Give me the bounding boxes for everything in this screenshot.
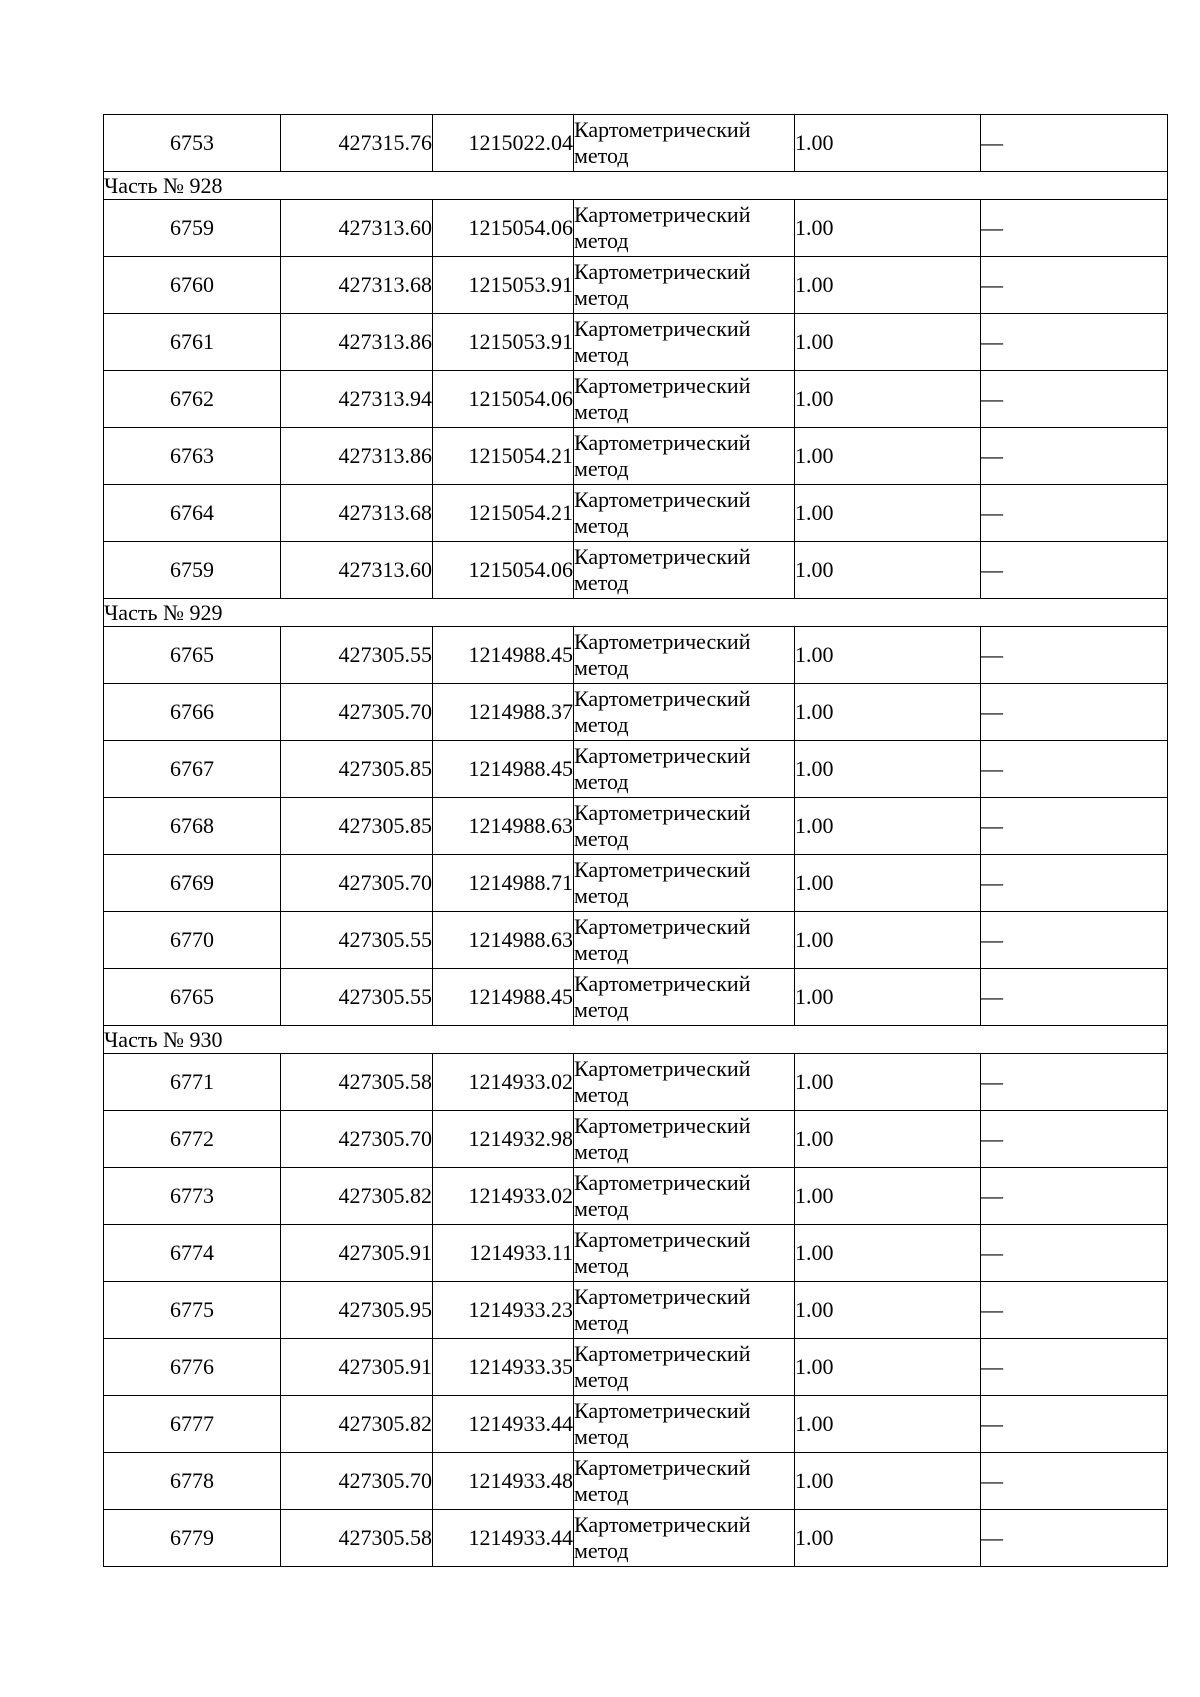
method-line-2: метод — [574, 513, 629, 538]
table-row — [104, 1168, 1168, 1225]
method-line-2: метод — [574, 570, 629, 595]
description-cell: — — [981, 741, 1168, 798]
accuracy-cell: 1.00 — [795, 1282, 981, 1339]
accuracy-cell: 1.00 — [795, 912, 981, 969]
point-number-cell: 6771 — [104, 1054, 281, 1111]
table-row — [104, 741, 1168, 798]
x-coordinate-cell: 427315.76 — [281, 115, 433, 172]
method-line-1: Картометрический — [574, 1398, 751, 1423]
accuracy-cell: 1.00 — [795, 257, 981, 314]
x-coordinate-cell: 427313.68 — [281, 485, 433, 542]
method-line-2: метод — [574, 1424, 629, 1449]
accuracy-cell: 1.00 — [795, 200, 981, 257]
y-coordinate-cell: 1214933.02 — [433, 1054, 574, 1111]
point-number-cell: 6761 — [104, 314, 281, 371]
method-cell — [574, 200, 795, 257]
y-coordinate-cell: 1214988.45 — [433, 627, 574, 684]
point-number-cell: 6764 — [104, 485, 281, 542]
x-coordinate-cell: 427313.60 — [281, 542, 433, 599]
y-coordinate-cell: 1214988.45 — [433, 741, 574, 798]
table-row — [104, 798, 1168, 855]
table-row — [104, 1510, 1168, 1567]
section-label: Часть № 928 — [104, 172, 1168, 200]
accuracy-cell: 1.00 — [795, 1510, 981, 1567]
method-line-1: Картометрический — [574, 1341, 751, 1366]
method-cell — [574, 912, 795, 969]
x-coordinate-cell: 427305.70 — [281, 855, 433, 912]
method-line-2: метод — [574, 883, 629, 908]
method-line-2: метод — [574, 1196, 629, 1221]
method-cell — [574, 257, 795, 314]
section-header-row — [104, 172, 1168, 200]
y-coordinate-cell: 1214988.37 — [433, 684, 574, 741]
method-cell — [574, 1396, 795, 1453]
table-row — [104, 485, 1168, 542]
x-coordinate-cell: 427305.91 — [281, 1225, 433, 1282]
method-line-1: Картометрический — [574, 1284, 751, 1309]
y-coordinate-cell: 1214988.71 — [433, 855, 574, 912]
x-coordinate-cell: 427305.70 — [281, 1111, 433, 1168]
method-line-2: метод — [574, 997, 629, 1022]
y-coordinate-cell: 1214933.23 — [433, 1282, 574, 1339]
method-cell — [574, 1282, 795, 1339]
table-row — [104, 1225, 1168, 1282]
section-header-row — [104, 1026, 1168, 1054]
accuracy-cell: 1.00 — [795, 684, 981, 741]
description-cell: — — [981, 1054, 1168, 1111]
method-cell — [574, 542, 795, 599]
x-coordinate-cell: 427305.58 — [281, 1510, 433, 1567]
x-coordinate-cell: 427305.85 — [281, 741, 433, 798]
coordinates-table — [103, 114, 1168, 1567]
table-row — [104, 1339, 1168, 1396]
method-line-2: метод — [574, 285, 629, 310]
point-number-cell: 6759 — [104, 200, 281, 257]
x-coordinate-cell: 427313.68 — [281, 257, 433, 314]
accuracy-cell: 1.00 — [795, 627, 981, 684]
table-row — [104, 969, 1168, 1026]
method-cell — [574, 1054, 795, 1111]
table-row — [104, 428, 1168, 485]
method-line-2: метод — [574, 456, 629, 481]
method-cell — [574, 1510, 795, 1567]
accuracy-cell: 1.00 — [795, 314, 981, 371]
point-number-cell: 6770 — [104, 912, 281, 969]
method-line-2: метод — [574, 1082, 629, 1107]
point-number-cell: 6753 — [104, 115, 281, 172]
point-number-cell: 6766 — [104, 684, 281, 741]
description-cell: — — [981, 1282, 1168, 1339]
method-line-1: Картометрический — [574, 544, 751, 569]
point-number-cell: 6778 — [104, 1453, 281, 1510]
method-line-1: Картометрический — [574, 202, 751, 227]
description-cell: — — [981, 115, 1168, 172]
x-coordinate-cell: 427305.95 — [281, 1282, 433, 1339]
x-coordinate-cell: 427305.70 — [281, 684, 433, 741]
point-number-cell: 6763 — [104, 428, 281, 485]
accuracy-cell: 1.00 — [795, 741, 981, 798]
description-cell: — — [981, 314, 1168, 371]
accuracy-cell: 1.00 — [795, 115, 981, 172]
method-cell — [574, 115, 795, 172]
point-number-cell: 6760 — [104, 257, 281, 314]
y-coordinate-cell: 1215054.06 — [433, 371, 574, 428]
point-number-cell: 6765 — [104, 969, 281, 1026]
x-coordinate-cell: 427305.82 — [281, 1168, 433, 1225]
point-number-cell: 6772 — [104, 1111, 281, 1168]
accuracy-cell: 1.00 — [795, 1339, 981, 1396]
description-cell: — — [981, 1396, 1168, 1453]
method-line-2: метод — [574, 399, 629, 424]
y-coordinate-cell: 1215054.06 — [433, 542, 574, 599]
x-coordinate-cell: 427305.55 — [281, 627, 433, 684]
description-cell: — — [981, 542, 1168, 599]
method-line-1: Картометрический — [574, 259, 751, 284]
method-line-2: метод — [574, 769, 629, 794]
method-line-1: Картометрический — [574, 1170, 751, 1195]
point-number-cell: 6765 — [104, 627, 281, 684]
method-cell — [574, 485, 795, 542]
accuracy-cell: 1.00 — [795, 1168, 981, 1225]
x-coordinate-cell: 427305.70 — [281, 1453, 433, 1510]
section-label: Часть № 930 — [104, 1026, 1168, 1054]
method-line-2: метод — [574, 1481, 629, 1506]
description-cell: — — [981, 1168, 1168, 1225]
method-line-2: метод — [574, 1310, 629, 1335]
method-line-2: метод — [574, 1367, 629, 1392]
y-coordinate-cell: 1214932.98 — [433, 1111, 574, 1168]
x-coordinate-cell: 427305.58 — [281, 1054, 433, 1111]
accuracy-cell: 1.00 — [795, 428, 981, 485]
table-row — [104, 1282, 1168, 1339]
description-cell: — — [981, 969, 1168, 1026]
method-line-1: Картометрический — [574, 971, 751, 996]
method-line-1: Картометрический — [574, 1455, 751, 1480]
description-cell: — — [981, 798, 1168, 855]
description-cell: — — [981, 1339, 1168, 1396]
table-row — [104, 115, 1168, 172]
y-coordinate-cell: 1215054.21 — [433, 428, 574, 485]
x-coordinate-cell: 427305.85 — [281, 798, 433, 855]
description-cell: — — [981, 684, 1168, 741]
y-coordinate-cell: 1214933.48 — [433, 1453, 574, 1510]
accuracy-cell: 1.00 — [795, 485, 981, 542]
table-row — [104, 1453, 1168, 1510]
method-line-1: Картометрический — [574, 430, 751, 455]
y-coordinate-cell: 1214933.11 — [433, 1225, 574, 1282]
method-line-1: Картометрический — [574, 487, 751, 512]
method-cell — [574, 1453, 795, 1510]
method-cell — [574, 371, 795, 428]
x-coordinate-cell: 427305.55 — [281, 969, 433, 1026]
method-cell — [574, 1339, 795, 1396]
method-line-2: метод — [574, 1538, 629, 1563]
description-cell: — — [981, 1453, 1168, 1510]
method-line-1: Картометрический — [574, 686, 751, 711]
method-cell — [574, 855, 795, 912]
table-row — [104, 1111, 1168, 1168]
accuracy-cell: 1.00 — [795, 1111, 981, 1168]
method-line-1: Картометрический — [574, 914, 751, 939]
x-coordinate-cell: 427313.86 — [281, 428, 433, 485]
table-row — [104, 684, 1168, 741]
y-coordinate-cell: 1215053.91 — [433, 257, 574, 314]
x-coordinate-cell: 427313.86 — [281, 314, 433, 371]
point-number-cell: 6769 — [104, 855, 281, 912]
y-coordinate-cell: 1215022.04 — [433, 115, 574, 172]
section-header-row — [104, 599, 1168, 627]
description-cell: — — [981, 1111, 1168, 1168]
description-cell: — — [981, 1510, 1168, 1567]
table-row — [104, 542, 1168, 599]
table-row — [104, 371, 1168, 428]
method-cell — [574, 314, 795, 371]
method-line-2: метод — [574, 940, 629, 965]
accuracy-cell: 1.00 — [795, 1225, 981, 1282]
y-coordinate-cell: 1214933.44 — [433, 1396, 574, 1453]
y-coordinate-cell: 1215054.06 — [433, 200, 574, 257]
method-line-1: Картометрический — [574, 743, 751, 768]
description-cell: — — [981, 200, 1168, 257]
table-row — [104, 257, 1168, 314]
method-line-1: Картометрический — [574, 1227, 751, 1252]
point-number-cell: 6768 — [104, 798, 281, 855]
accuracy-cell: 1.00 — [795, 798, 981, 855]
table-row — [104, 1396, 1168, 1453]
table-row — [104, 627, 1168, 684]
accuracy-cell: 1.00 — [795, 855, 981, 912]
y-coordinate-cell: 1214988.45 — [433, 969, 574, 1026]
method-cell — [574, 798, 795, 855]
method-line-2: метод — [574, 826, 629, 851]
method-cell — [574, 1225, 795, 1282]
x-coordinate-cell: 427305.91 — [281, 1339, 433, 1396]
table-row — [104, 200, 1168, 257]
point-number-cell: 6767 — [104, 741, 281, 798]
method-line-1: Картометрический — [574, 1056, 751, 1081]
method-line-2: метод — [574, 342, 629, 367]
accuracy-cell: 1.00 — [795, 1396, 981, 1453]
x-coordinate-cell: 427313.60 — [281, 200, 433, 257]
accuracy-cell: 1.00 — [795, 542, 981, 599]
method-line-2: метод — [574, 1139, 629, 1164]
description-cell: — — [981, 485, 1168, 542]
method-line-1: Картометрический — [574, 316, 751, 341]
x-coordinate-cell: 427305.82 — [281, 1396, 433, 1453]
method-cell — [574, 684, 795, 741]
point-number-cell: 6773 — [104, 1168, 281, 1225]
y-coordinate-cell: 1214988.63 — [433, 798, 574, 855]
description-cell: — — [981, 428, 1168, 485]
y-coordinate-cell: 1214988.63 — [433, 912, 574, 969]
method-line-2: метод — [574, 655, 629, 680]
table-row — [104, 912, 1168, 969]
method-cell — [574, 1111, 795, 1168]
method-cell — [574, 428, 795, 485]
method-line-1: Картометрический — [574, 373, 751, 398]
description-cell: — — [981, 627, 1168, 684]
method-line-2: метод — [574, 228, 629, 253]
y-coordinate-cell: 1214933.44 — [433, 1510, 574, 1567]
coordinates-table-body — [104, 115, 1168, 1567]
description-cell: — — [981, 257, 1168, 314]
x-coordinate-cell: 427313.94 — [281, 371, 433, 428]
accuracy-cell: 1.00 — [795, 969, 981, 1026]
method-line-1: Картометрический — [574, 1512, 751, 1537]
method-cell — [574, 1168, 795, 1225]
description-cell: — — [981, 1225, 1168, 1282]
description-cell: — — [981, 371, 1168, 428]
y-coordinate-cell: 1215053.91 — [433, 314, 574, 371]
accuracy-cell: 1.00 — [795, 371, 981, 428]
x-coordinate-cell: 427305.55 — [281, 912, 433, 969]
method-line-2: метод — [574, 712, 629, 737]
accuracy-cell: 1.00 — [795, 1453, 981, 1510]
point-number-cell: 6779 — [104, 1510, 281, 1567]
point-number-cell: 6774 — [104, 1225, 281, 1282]
y-coordinate-cell: 1215054.21 — [433, 485, 574, 542]
section-label: Часть № 929 — [104, 599, 1168, 627]
table-row — [104, 314, 1168, 371]
point-number-cell: 6775 — [104, 1282, 281, 1339]
description-cell: — — [981, 912, 1168, 969]
table-row — [104, 1054, 1168, 1111]
y-coordinate-cell: 1214933.02 — [433, 1168, 574, 1225]
method-line-1: Картометрический — [574, 1113, 751, 1138]
point-number-cell: 6776 — [104, 1339, 281, 1396]
method-cell — [574, 741, 795, 798]
method-line-2: метод — [574, 1253, 629, 1278]
method-line-1: Картометрический — [574, 800, 751, 825]
method-cell — [574, 969, 795, 1026]
method-line-1: Картометрический — [574, 117, 751, 142]
table-row — [104, 855, 1168, 912]
description-cell: — — [981, 855, 1168, 912]
y-coordinate-cell: 1214933.35 — [433, 1339, 574, 1396]
accuracy-cell: 1.00 — [795, 1054, 981, 1111]
method-line-1: Картометрический — [574, 629, 751, 654]
point-number-cell: 6759 — [104, 542, 281, 599]
point-number-cell: 6762 — [104, 371, 281, 428]
method-line-1: Картометрический — [574, 857, 751, 882]
point-number-cell: 6777 — [104, 1396, 281, 1453]
method-line-2: метод — [574, 143, 629, 168]
method-cell — [574, 627, 795, 684]
